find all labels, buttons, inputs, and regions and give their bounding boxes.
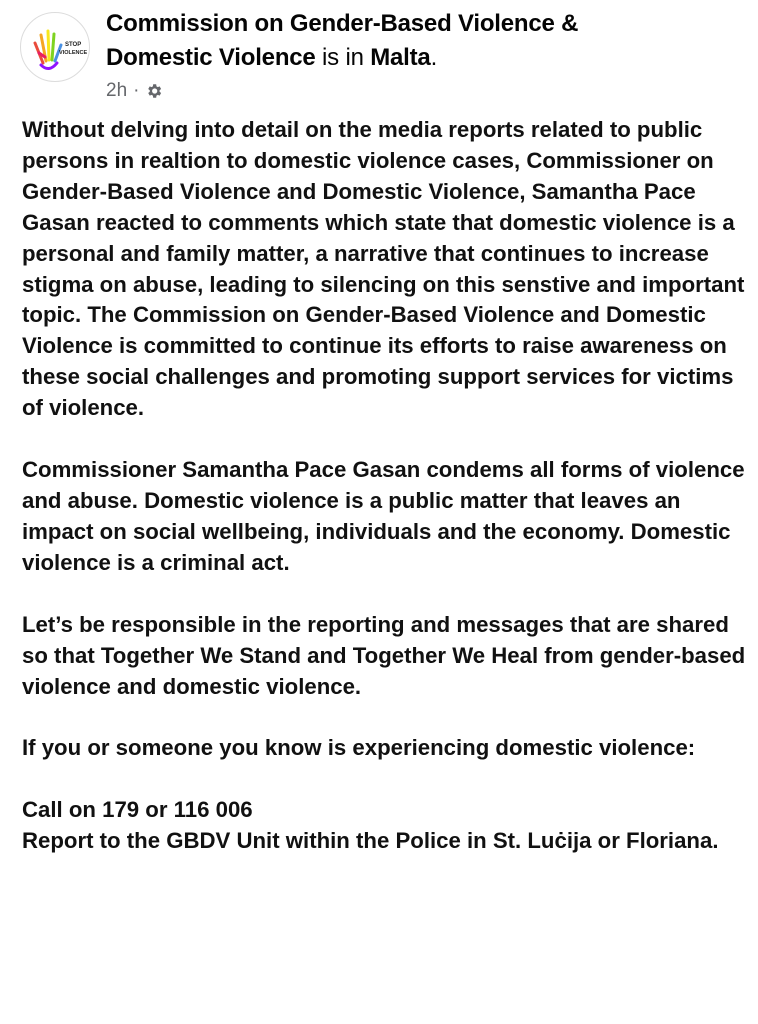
- post-author-line-2: [106, 42, 437, 74]
- gear-icon[interactable]: [145, 82, 163, 100]
- post-meta: [106, 78, 163, 104]
- post-paragraph-1: Without delving into detail on the media reports related to public persons in realtion to domestic violence cases, Commissioner on Gender-Based Violence and Domestic Violence, Samantha Pace Gasan reacted to comments which state that domestic violence is a personal and family matter, a narrative that continues to increase stigma on abuse, leading to silencing on this senstive and important topic. The Commission on Gender-Based Violence and Domestic Violence is committed to continue its efforts to raise awareness on these social challenges and promoting support services for victims of violence.: [22, 117, 745, 421]
- meta-separator: ·: [133, 80, 140, 101]
- post-contact-block: [22, 795, 746, 857]
- post-timestamp[interactable]: 2h: [106, 80, 128, 101]
- post-paragraph-4: If you or someone you know is experiencing domestic violence:: [22, 735, 696, 761]
- location-link[interactable]: Malta: [370, 44, 431, 71]
- stop-violence-logo-icon: [21, 13, 90, 82]
- author-name-part-2[interactable]: Domestic Violence: [106, 44, 316, 71]
- location-suffix: .: [430, 44, 438, 71]
- contact-phone-line: Call on 179 or 116 006: [22, 797, 253, 823]
- avatar-text-stop: STOP: [65, 42, 82, 48]
- location-prefix: is in: [315, 44, 371, 71]
- contact-report-line: Report to the GBDV Unit within the Police in St. Luċija or Floriana.: [22, 828, 719, 854]
- post-paragraph-3: Let’s be responsible in the reporting and messages that are shared so that Together We Stand and Together We Heal from gender-based violence and domestic violence.: [22, 611, 746, 699]
- page-avatar[interactable]: [20, 12, 90, 82]
- post-paragraph-2: Commissioner Samantha Pace Gasan condems all forms of violence and abuse. Domestic violence is a public matter that leaves an impact on social wellbeing, individuals and the economy. Domestic violence is a criminal act.: [22, 457, 745, 575]
- post-header: [0, 0, 758, 110]
- author-name-part-1[interactable]: Commission on Gender-Based Violence &: [106, 10, 579, 37]
- post-body: [22, 115, 746, 857]
- post-author-line-1: [106, 8, 578, 40]
- avatar-text-violence: VIOLENCE: [59, 50, 88, 56]
